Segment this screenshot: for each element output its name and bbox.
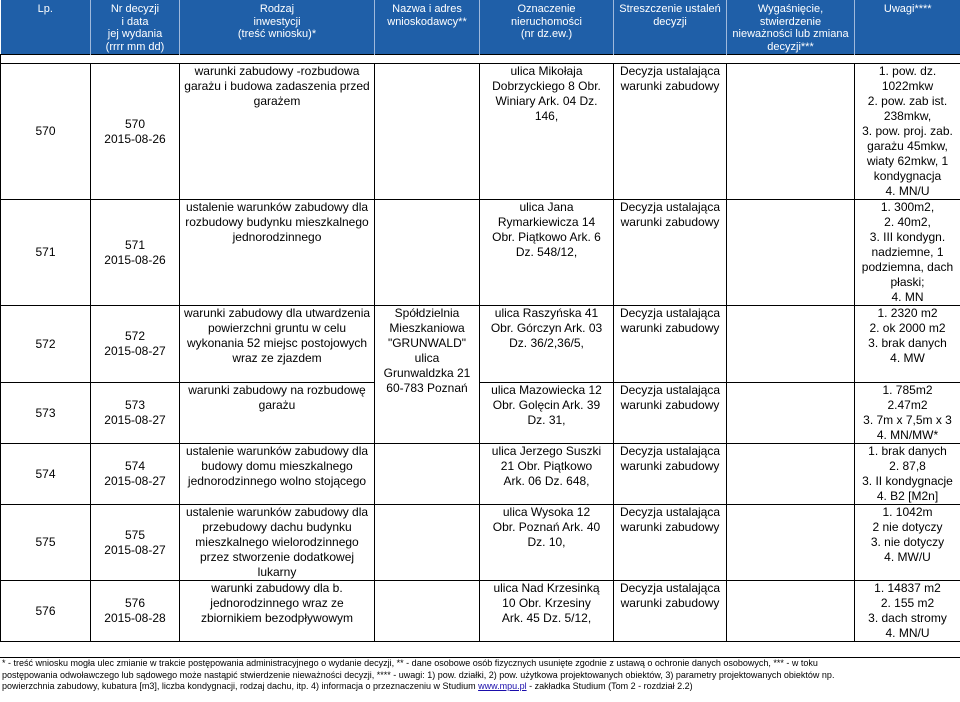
cell-lp: 575	[1, 505, 91, 581]
cell-rodzaj-inwestycji-line: ustalenie warunków zabudowy dla	[185, 200, 369, 214]
cell-streszczenie	[614, 200, 727, 306]
cell-rodzaj-inwestycji-line: ustalenie warunków zabudowy dla	[185, 505, 369, 519]
cell-rodzaj-inwestycji	[180, 200, 375, 306]
cell-lp: 573	[1, 383, 91, 444]
header-uwagi	[855, 0, 960, 55]
header-line: inwestycji	[253, 15, 301, 28]
cell-oznaczenie-nieruchomosci-line: Rymarkiewicza 14	[497, 215, 596, 229]
cell-oznaczenie-nieruchomosci-line: ulica Mikołaja	[510, 64, 583, 78]
cell-uwagi-line: 4. MW/U	[884, 550, 931, 564]
cell-streszczenie-line: Decyzja ustalająca	[619, 306, 721, 320]
decision-number: 575	[124, 527, 146, 542]
cell-wnioskodawca-line: Grunwaldzka 21	[383, 366, 471, 380]
decision-number: 576	[124, 596, 146, 610]
decision-date: 2015-08-28	[104, 611, 166, 625]
decision-number: 574	[124, 459, 146, 473]
cell-rodzaj-inwestycji-line: powierzchni gruntu w celu	[207, 321, 347, 335]
cell-rodzaj-inwestycji-line: warunki zabudowy na rozbudowę	[188, 383, 366, 397]
cell-nr-decyzji	[91, 200, 180, 306]
cell-rodzaj-inwestycji	[180, 505, 375, 581]
decision-date: 2015-08-27	[104, 542, 166, 557]
cell-lp: 571	[1, 200, 91, 306]
decision-number: 572	[124, 329, 146, 343]
header-line: i data	[121, 15, 149, 28]
cell-wygasniecie	[727, 505, 855, 581]
cell-wygasniecie	[727, 200, 855, 306]
cell-wygasniecie	[727, 444, 855, 505]
cell-wnioskodawca	[375, 64, 480, 200]
cell-lp: 574	[1, 444, 91, 505]
footnote-line-3-text: powierzchnia zabudowy, kubatura [m3], liczba kondygnacji, rodzaj dachu, itp. 4) informacja o przeznaczeniu w Studium	[2, 681, 479, 691]
header-row	[1, 0, 960, 55]
cell-uwagi-line: 1. 785m2	[882, 383, 933, 397]
cell-rodzaj-inwestycji-line: wraz ze zjazdem	[232, 351, 322, 365]
cell-rodzaj-inwestycji-line: warunki zabudowy -rozbudowa	[194, 64, 360, 78]
decision-number: 570	[124, 116, 146, 131]
cell-oznaczenie-nieruchomosci-line: Dz. 31,	[527, 413, 566, 427]
cell-uwagi-line: 4. MN/U	[885, 626, 930, 640]
header-line: jej wydania	[107, 28, 163, 40]
cell-uwagi-line: 1. brak danych	[868, 444, 947, 458]
cell-uwagi-line: 3. 7m x 7,5m x 3	[863, 413, 952, 427]
cell-uwagi	[855, 383, 960, 444]
cell-uwagi	[855, 581, 960, 642]
header-wnioskodawca	[375, 0, 480, 55]
cell-uwagi-line: 1022mkw	[881, 79, 934, 93]
footnote-line-3	[2, 681, 958, 693]
cell-oznaczenie-nieruchomosci-line: Dz. 10,	[527, 535, 566, 549]
header-line: decyzji***	[767, 40, 814, 53]
cell-wnioskodawca-line: "GRUNWALD" ulica	[387, 336, 467, 365]
cell-wnioskodawca	[375, 505, 480, 581]
header-line: (nr dz.ew.)	[520, 28, 573, 40]
cell-uwagi-line: 1. 1042m	[882, 505, 933, 519]
header-streszczenie	[614, 0, 727, 55]
header-line: nieważności lub zmiana	[732, 28, 849, 40]
cell-streszczenie-line: warunki zabudowy	[620, 520, 720, 534]
cell-lp: 576	[1, 581, 91, 642]
cell-oznaczenie-nieruchomosci-line: Obr. Górczyn Ark. 03	[490, 321, 603, 335]
cell-uwagi	[855, 505, 960, 581]
header-line: wnioskodawcy**	[387, 15, 467, 28]
cell-uwagi-line: 3. pow. proj. zab.	[862, 124, 953, 138]
cell-uwagi-line: 2. pow. zab ist.	[867, 94, 948, 108]
header-line: Nr decyzji	[110, 3, 160, 15]
cell-uwagi-line: 4. MN/MW*	[876, 428, 939, 442]
cell-rodzaj-inwestycji-line: wykonania 52 miejsc postojowych	[186, 336, 368, 350]
footnotes	[0, 657, 960, 693]
header-line: Uwagi****	[883, 3, 932, 15]
cell-uwagi-line: 3. II kondygnacje	[862, 474, 953, 488]
cell-streszczenie-line: Decyzja ustalająca	[619, 64, 721, 78]
decision-number: 573	[124, 398, 146, 412]
cell-wnioskodawca-line: Mieszkaniowa	[389, 321, 465, 335]
footnote-line-2: postępowania odwoławczego lub sądowego może nastąpić stwierdzenie nieważności decyzji, **** - uwagi: 1) pow. działki, 2) pow. użytkowa projektowanych obiektów, 3) parametry projektowanych obiektów np.	[2, 669, 835, 680]
table-row	[1, 306, 960, 383]
footnote-line-1: * - treść wniosku mogła ulec zmianie w trakcie postępowania administracyjnego o wydanie decyzji, ** - dane osobowe osób fizycznych usunięte zgodnie z ustawą o ochronie danych osobowych, *** - w toku	[2, 658, 818, 668]
cell-oznaczenie-nieruchomosci-line: 146,	[534, 109, 559, 123]
cell-rodzaj-inwestycji-line: jednorodzinnego	[232, 230, 322, 244]
header-nr-decyzji	[91, 0, 180, 55]
cell-uwagi-line: garażu 45mkw,	[867, 139, 948, 153]
cell-rodzaj-inwestycji-line: jednorodzinnego wraz ze	[210, 596, 344, 610]
cell-rodzaj-inwestycji-line: przebudowy dachu budynku	[202, 520, 352, 534]
cell-oznaczenie-nieruchomosci-line: ulica Jana	[519, 200, 574, 214]
cell-uwagi	[855, 200, 960, 306]
cell-streszczenie	[614, 444, 727, 505]
header-line: Rodzaj	[259, 3, 295, 15]
cell-rodzaj-inwestycji-line: lukarny	[257, 565, 297, 579]
decision-date: 2015-08-27	[104, 413, 166, 427]
cell-uwagi	[855, 64, 960, 200]
cell-oznaczenie-nieruchomosci	[480, 444, 614, 505]
cell-rodzaj-inwestycji-line: zbiornikiem bezodpływowym	[200, 611, 354, 625]
table-row	[1, 383, 960, 444]
cell-wnioskodawca	[375, 581, 480, 642]
cell-uwagi-line: 2. 40m2,	[884, 215, 931, 229]
cell-rodzaj-inwestycji-line: przez stworzenie dodatkowej	[199, 550, 355, 564]
header-oznaczenie-nieruchomosci	[480, 0, 614, 55]
cell-streszczenie-line: Decyzja ustalająca	[619, 581, 721, 595]
cell-uwagi-line: 2. ok 2000 m2	[869, 321, 946, 335]
cell-uwagi-line: wiaty 62mkw, 1	[866, 154, 949, 168]
header-wygasniecie	[727, 0, 855, 55]
table-row	[1, 200, 960, 306]
cell-wnioskodawca	[375, 444, 480, 505]
decision-number: 571	[124, 237, 146, 252]
header-line: (treść wniosku)*	[237, 28, 317, 40]
header-line: Streszczenie ustaleń	[619, 3, 721, 15]
header-line: Wygaśnięcie,	[757, 3, 824, 15]
table-row	[1, 505, 960, 581]
cell-rodzaj-inwestycji-line: budowy domu mieszkalnego	[201, 459, 353, 473]
cell-oznaczenie-nieruchomosci-line: Ark. 06 Dz. 648,	[503, 474, 590, 488]
cell-streszczenie-line: Decyzja ustalająca	[619, 505, 721, 519]
table-row	[1, 64, 960, 200]
cell-streszczenie-line: warunki zabudowy	[620, 398, 720, 412]
cell-oznaczenie-nieruchomosci-line: 10 Obr. Krzesiny	[502, 596, 591, 610]
cell-uwagi-line: 1. 2320 m2	[877, 306, 938, 320]
header-line: decyzji	[653, 15, 687, 28]
cell-uwagi-line: 4. MN/U	[885, 184, 930, 198]
cell-uwagi-line: 238mkw,	[883, 109, 932, 123]
header-line: nieruchomości	[511, 15, 582, 28]
cell-oznaczenie-nieruchomosci-line: ulica Wysoka 12	[502, 505, 591, 519]
cell-wygasniecie	[727, 383, 855, 444]
cell-oznaczenie-nieruchomosci-line: ulica Raszyńska 41	[494, 306, 599, 320]
cell-oznaczenie-nieruchomosci	[480, 64, 614, 200]
cell-lp: 570	[1, 64, 91, 200]
cell-oznaczenie-nieruchomosci-line: Obr. Poznań Ark. 40	[492, 520, 601, 534]
cell-uwagi-line: nadziemne, 1	[871, 245, 944, 259]
cell-uwagi-line: kondygnacja	[873, 169, 942, 183]
decision-date: 2015-08-26	[104, 252, 166, 267]
cell-oznaczenie-nieruchomosci	[480, 505, 614, 581]
cell-wnioskodawca-line: 60-783 Poznań	[386, 381, 468, 395]
cell-uwagi-line: 4. B2 [M2n]	[876, 489, 939, 503]
cell-uwagi-line: 4. MW	[890, 351, 925, 365]
cell-oznaczenie-nieruchomosci-line: Dz. 36/2,36/5,	[509, 336, 584, 350]
cell-oznaczenie-nieruchomosci-line: Obr. Piątkowo Ark. 6	[492, 230, 601, 244]
cell-oznaczenie-nieruchomosci-line: Obr. Golęcin Ark. 39	[492, 398, 601, 412]
cell-streszczenie-line: Decyzja ustalająca	[619, 200, 721, 214]
cell-rodzaj-inwestycji	[180, 64, 375, 200]
cell-uwagi-line: 2 nie dotyczy	[872, 520, 943, 534]
cell-oznaczenie-nieruchomosci	[480, 200, 614, 306]
cell-rodzaj-inwestycji-line: garażu	[258, 398, 296, 412]
cell-wygasniecie	[727, 581, 855, 642]
cell-wygasniecie	[727, 306, 855, 383]
header-spacer	[1, 55, 960, 64]
cell-uwagi-line: 2.47m2	[887, 398, 928, 412]
cell-rodzaj-inwestycji-line: garażem	[253, 94, 301, 108]
cell-oznaczenie-nieruchomosci	[480, 581, 614, 642]
cell-oznaczenie-nieruchomosci-line: Winiary Ark. 04 Dz.	[495, 94, 598, 108]
cell-rodzaj-inwestycji-line: garażu i budowa zadaszenia przed	[184, 79, 370, 93]
cell-streszczenie	[614, 581, 727, 642]
table-body	[1, 55, 960, 642]
cell-wnioskodawca-line: Spółdzielnia	[394, 306, 460, 320]
cell-oznaczenie-nieruchomosci-line: ulica Jerzego Suszki	[491, 444, 602, 458]
cell-streszczenie	[614, 383, 727, 444]
cell-rodzaj-inwestycji-line: rozbudowy budynku mieszkalnego	[185, 215, 369, 229]
header-rodzaj-inwestycji	[180, 0, 375, 55]
cell-uwagi-line: 3. nie dotyczy	[870, 535, 945, 549]
cell-uwagi-line: 3. brak danych	[868, 336, 947, 350]
cell-wygasniecie	[727, 64, 855, 200]
decision-date: 2015-08-27	[104, 474, 166, 488]
cell-uwagi-line: 1. 14837 m2	[874, 581, 941, 595]
cell-nr-decyzji	[91, 505, 180, 581]
mpu-link[interactable]: www.mpu.pl	[478, 681, 527, 691]
cell-streszczenie-line: warunki zabudowy	[620, 459, 720, 473]
cell-streszczenie-line: Decyzja ustalająca	[619, 444, 721, 458]
cell-rodzaj-inwestycji	[180, 383, 375, 444]
cell-rodzaj-inwestycji	[180, 581, 375, 642]
cell-uwagi-line: 1. 300m2,	[880, 200, 935, 214]
cell-oznaczenie-nieruchomosci-line: Dz. 548/12,	[515, 245, 578, 259]
cell-rodzaj-inwestycji-line: jednorodzinnego wolno stojącego	[187, 474, 367, 488]
cell-rodzaj-inwestycji	[180, 306, 375, 383]
cell-lp: 572	[1, 306, 91, 383]
cell-rodzaj-inwestycji-line: mieszkalnego wielorodzinnego	[195, 535, 359, 549]
cell-uwagi-line: 3. dach stromy	[868, 611, 947, 625]
cell-uwagi	[855, 306, 960, 383]
header-line: stwierdzenie	[759, 15, 822, 28]
cell-streszczenie-line: Decyzja ustalająca	[619, 383, 721, 397]
cell-rodzaj-inwestycji-line: warunki zabudowy dla utwardzenia	[183, 306, 371, 320]
cell-nr-decyzji	[91, 383, 180, 444]
cell-uwagi-line: 3. III kondygn.	[869, 230, 946, 244]
header-line: Lp.	[37, 3, 53, 15]
cell-oznaczenie-nieruchomosci-line: 21 Obr. Piątkowo	[500, 459, 593, 473]
header-lp	[1, 0, 91, 55]
cell-nr-decyzji	[91, 444, 180, 505]
cell-wnioskodawca	[375, 306, 480, 444]
cell-uwagi-line: płaski;	[890, 275, 925, 289]
cell-streszczenie-line: warunki zabudowy	[620, 596, 720, 610]
cell-uwagi-line: 1. pow. dz.	[878, 64, 937, 78]
cell-oznaczenie-nieruchomosci-line: Dobrzyckiego 8 Obr.	[492, 79, 601, 93]
cell-oznaczenie-nieruchomosci-line: ulica Nad Krzesinką	[493, 581, 600, 595]
footnote-line-3-tail: - zakładka Studium (Tom 2 - rozdział 2.2)	[526, 681, 693, 691]
cell-uwagi-line: podziemna, dach	[861, 260, 954, 274]
cell-uwagi	[855, 444, 960, 505]
cell-nr-decyzji	[91, 581, 180, 642]
decision-date: 2015-08-26	[104, 131, 166, 146]
cell-rodzaj-inwestycji	[180, 444, 375, 505]
cell-nr-decyzji	[91, 306, 180, 383]
cell-rodzaj-inwestycji-line: warunki zabudowy dla b.	[211, 581, 343, 595]
decision-date: 2015-08-27	[104, 344, 166, 358]
cell-uwagi-line: 2. 87,8	[889, 459, 926, 473]
cell-streszczenie	[614, 64, 727, 200]
cell-wnioskodawca	[375, 200, 480, 306]
cell-oznaczenie-nieruchomosci-line: ulica Mazowiecka 12	[491, 383, 602, 397]
cell-uwagi-line: 2. 155 m2	[880, 596, 935, 610]
cell-streszczenie-line: warunki zabudowy	[620, 215, 720, 229]
header-line: (rrrr mm dd)	[105, 40, 165, 53]
header-line: Nazwa i adres	[392, 3, 462, 15]
cell-streszczenie-line: warunki zabudowy	[620, 321, 720, 335]
cell-oznaczenie-nieruchomosci	[480, 306, 614, 383]
cell-oznaczenie-nieruchomosci-line: Ark. 45 Dz. 5/12,	[501, 611, 592, 625]
cell-nr-decyzji	[91, 64, 180, 200]
cell-uwagi-line: 4. MN	[891, 290, 924, 304]
header-line: Oznaczenie	[517, 3, 576, 15]
table-row	[1, 581, 960, 642]
cell-oznaczenie-nieruchomosci	[480, 383, 614, 444]
table-row	[1, 444, 960, 505]
cell-rodzaj-inwestycji-line: ustalenie warunków zabudowy dla	[185, 444, 369, 458]
cell-streszczenie-line: warunki zabudowy	[620, 79, 720, 93]
cell-streszczenie	[614, 306, 727, 383]
cell-streszczenie	[614, 505, 727, 581]
